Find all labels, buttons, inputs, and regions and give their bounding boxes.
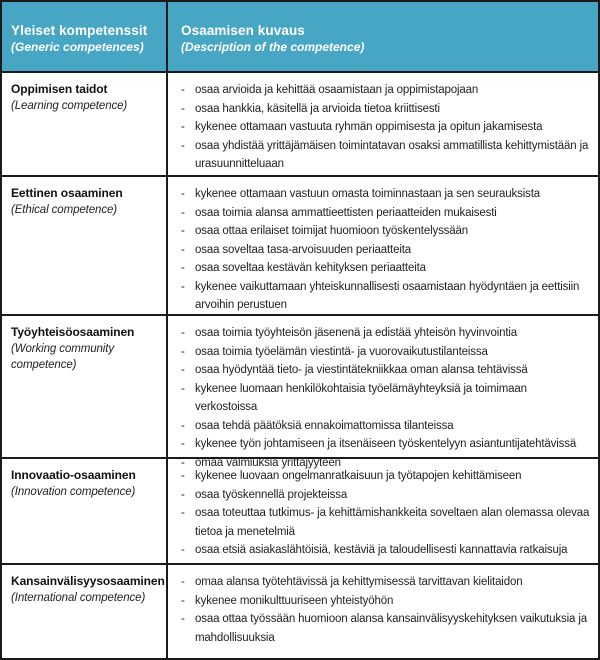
competence-subtitle: (Working community competence) [11, 343, 114, 371]
bullet-text: osaa työskennellä projekteissa [195, 488, 348, 501]
bullet-text: kykenee työn johtamiseen ja itsenäiseen työskentelyyn asiantuntijatehtävissä [195, 438, 577, 450]
bullet-item [181, 204, 590, 223]
bullet-text: kykenee vaikuttamaan yhteiskunnallisesti osaamistaan hyödyntäen ja eettisiin arvoihin perustuen [195, 280, 580, 311]
bullet-list [181, 185, 590, 315]
bullet-item [181, 610, 590, 647]
bullet-dash-icon: - [181, 225, 185, 237]
bullet-item [181, 417, 590, 436]
bullet-item [181, 467, 590, 486]
bullet-dash-icon: - [181, 345, 185, 358]
bullet-text: osaa tehdä päätöksiä ennakoimattomissa tilanteissa [195, 419, 454, 432]
bullet-text: osaa ottaa työssään huomioon alansa kansainvälisyyskehityksen vaikutuksia ja mahdollisuuksia [195, 613, 587, 644]
bullet-dash-icon: - [181, 327, 185, 339]
bullet-item [181, 380, 590, 417]
bullet-item [181, 324, 590, 343]
competence-subtitle: (Ethical competence) [11, 204, 118, 216]
competence-subtitle: (Learning competence) [11, 100, 128, 112]
competence-name-cell [2, 565, 168, 658]
bullet-text: kykenee monikulttuuriseen yhteistyöhön [195, 594, 394, 607]
bullet-dash-icon: - [181, 488, 185, 501]
bullet-item [181, 541, 590, 560]
bullet-text: kykenee luovaan ongelmanratkaisuun ja työtapojen kehittämiseen [195, 470, 522, 482]
bullet-item [181, 361, 590, 380]
bullet-list [181, 81, 590, 174]
bullet-text: osaa toimia työelämän viestintä- ja vuorovaikutustilanteissa [195, 345, 488, 358]
bullet-dash-icon: - [181, 594, 185, 607]
header-cell-description [168, 2, 598, 71]
competence-title: Eettinen osaaminen [11, 186, 123, 200]
bullet-text: omaa alansa työtehtävissä ja kehittymisessä tarvittavan kielitaidon [195, 576, 523, 588]
bullet-text: osaa toimia työyhteisön jäsenenä ja edistää yhteisön hyvinvointia [195, 327, 518, 339]
bullet-text: omaa valmiuksia yrittäjyyteen [195, 456, 341, 469]
bullet-dash-icon: - [181, 262, 185, 274]
bullet-item [181, 241, 590, 260]
bullet-item [181, 592, 590, 611]
table-header-row [2, 2, 598, 73]
header-col2-subtitle: (Description of the competence) [181, 40, 365, 54]
bullet-item [181, 343, 590, 362]
bullet-list [181, 324, 590, 472]
table-row-innovation-competence [2, 459, 598, 565]
bullet-text: osaa yhdistää yrittäjämäisen toimintatavan osaksi ammatillista kehittymistään ja urasuunnitteluaan [195, 139, 589, 170]
bullet-text: osaa etsiä asiakaslähtöisiä, kestäviä ja taloudellisesti kannattavia ratkaisuja [195, 544, 568, 556]
bullet-dash-icon: - [181, 456, 185, 469]
bullet-item [181, 185, 590, 204]
bullet-item [181, 259, 590, 278]
bullet-text: kykenee luomaan henkilökohtaisia työelämäyhteyksiä ja toimimaan verkostoissa [195, 382, 527, 413]
bullet-text: osaa hyödyntää tieto- ja viestintätekniikkaa oman alansa tehtävissä [195, 364, 528, 376]
competence-description-cell [168, 565, 598, 658]
bullet-list [181, 467, 590, 560]
bullet-dash-icon: - [181, 243, 185, 256]
bullet-dash-icon: - [181, 419, 185, 432]
bullet-dash-icon: - [181, 280, 185, 293]
bullet-dash-icon: - [181, 139, 185, 152]
bullet-item [181, 137, 590, 174]
bullet-dash-icon: - [181, 206, 185, 219]
table-row-working-community-competence [2, 316, 598, 469]
competence-subtitle: (International competence) [11, 592, 146, 604]
header-cell-generic-competences [2, 2, 168, 71]
competence-title: Kansainvälisyysosaaminen [11, 574, 165, 588]
competence-title: Oppimisen taidot [11, 82, 108, 96]
bullet-dash-icon: - [181, 544, 185, 556]
bullet-item [181, 118, 590, 137]
bullet-dash-icon: - [181, 507, 185, 519]
bullet-text: osaa toimia alansa ammattieettisten periaatteiden mukaisesti [195, 206, 497, 219]
competence-description-cell [168, 459, 598, 563]
table-row-ethical-competence [2, 177, 598, 316]
header-col1-subtitle: (Generic competences) [11, 40, 144, 54]
bullet-dash-icon: - [181, 613, 185, 625]
table-row-international-competence [2, 565, 598, 658]
competence-subtitle: (Innovation competence) [11, 486, 136, 498]
bullet-text: osaa arvioida ja kehittää osaamistaan ja oppimistapojaan [195, 84, 479, 96]
bullet-text: osaa soveltaa kestävän kehityksen periaatteita [195, 262, 426, 274]
bullet-text: osaa ottaa erilaiset toimijat huomioon työskentelyssään [195, 225, 469, 237]
competence-name-cell [2, 316, 168, 457]
competence-title: Työyhteisöosaaminen [11, 325, 135, 339]
bullet-dash-icon: - [181, 576, 185, 588]
competence-description-cell [168, 316, 598, 469]
bullet-item [181, 278, 590, 315]
bullet-list [181, 573, 590, 647]
header-col2-title: Osaamisen kuvaus [181, 23, 305, 38]
bullet-text: kykenee ottamaan vastuun omasta toiminnastaan ja sen seurauksista [195, 188, 541, 200]
bullet-text: kykenee ottamaan vastuuta ryhmän oppimisesta ja opitun jakamisesta [195, 121, 543, 133]
competence-name-cell [2, 73, 168, 175]
competence-description-cell [168, 177, 598, 314]
bullet-dash-icon: - [181, 188, 185, 200]
header-col1-title: Yleiset kompetenssit [11, 23, 148, 38]
bullet-text: osaa toteuttaa tutkimus- ja kehittämishankkeita soveltaen alan olemassa olevaa tietoa ja menetelmiä [195, 507, 590, 538]
bullet-dash-icon: - [181, 382, 185, 395]
bullet-dash-icon: - [181, 121, 185, 133]
bullet-item [181, 81, 590, 100]
bullet-dash-icon: - [181, 102, 185, 115]
competence-description-cell [168, 73, 598, 175]
bullet-item [181, 573, 590, 592]
competence-name-cell [2, 459, 168, 563]
bullet-item [181, 222, 590, 241]
bullet-item [181, 504, 590, 541]
competence-name-cell [2, 177, 168, 314]
competence-title: Innovaatio-osaaminen [11, 468, 136, 482]
bullet-text: osaa hankkia, käsitellä ja arvioida tietoa kriittisesti [195, 102, 440, 115]
bullet-dash-icon: - [181, 84, 185, 96]
bullet-text: osaa soveltaa tasa-arvoisuuden periaatteita [195, 243, 412, 256]
bullet-dash-icon: - [181, 438, 185, 450]
bullet-dash-icon: - [181, 364, 185, 376]
table-row-learning-competence [2, 73, 598, 177]
bullet-item [181, 100, 590, 119]
bullet-item [181, 435, 590, 454]
bullet-dash-icon: - [181, 470, 185, 482]
bullet-item [181, 486, 590, 505]
